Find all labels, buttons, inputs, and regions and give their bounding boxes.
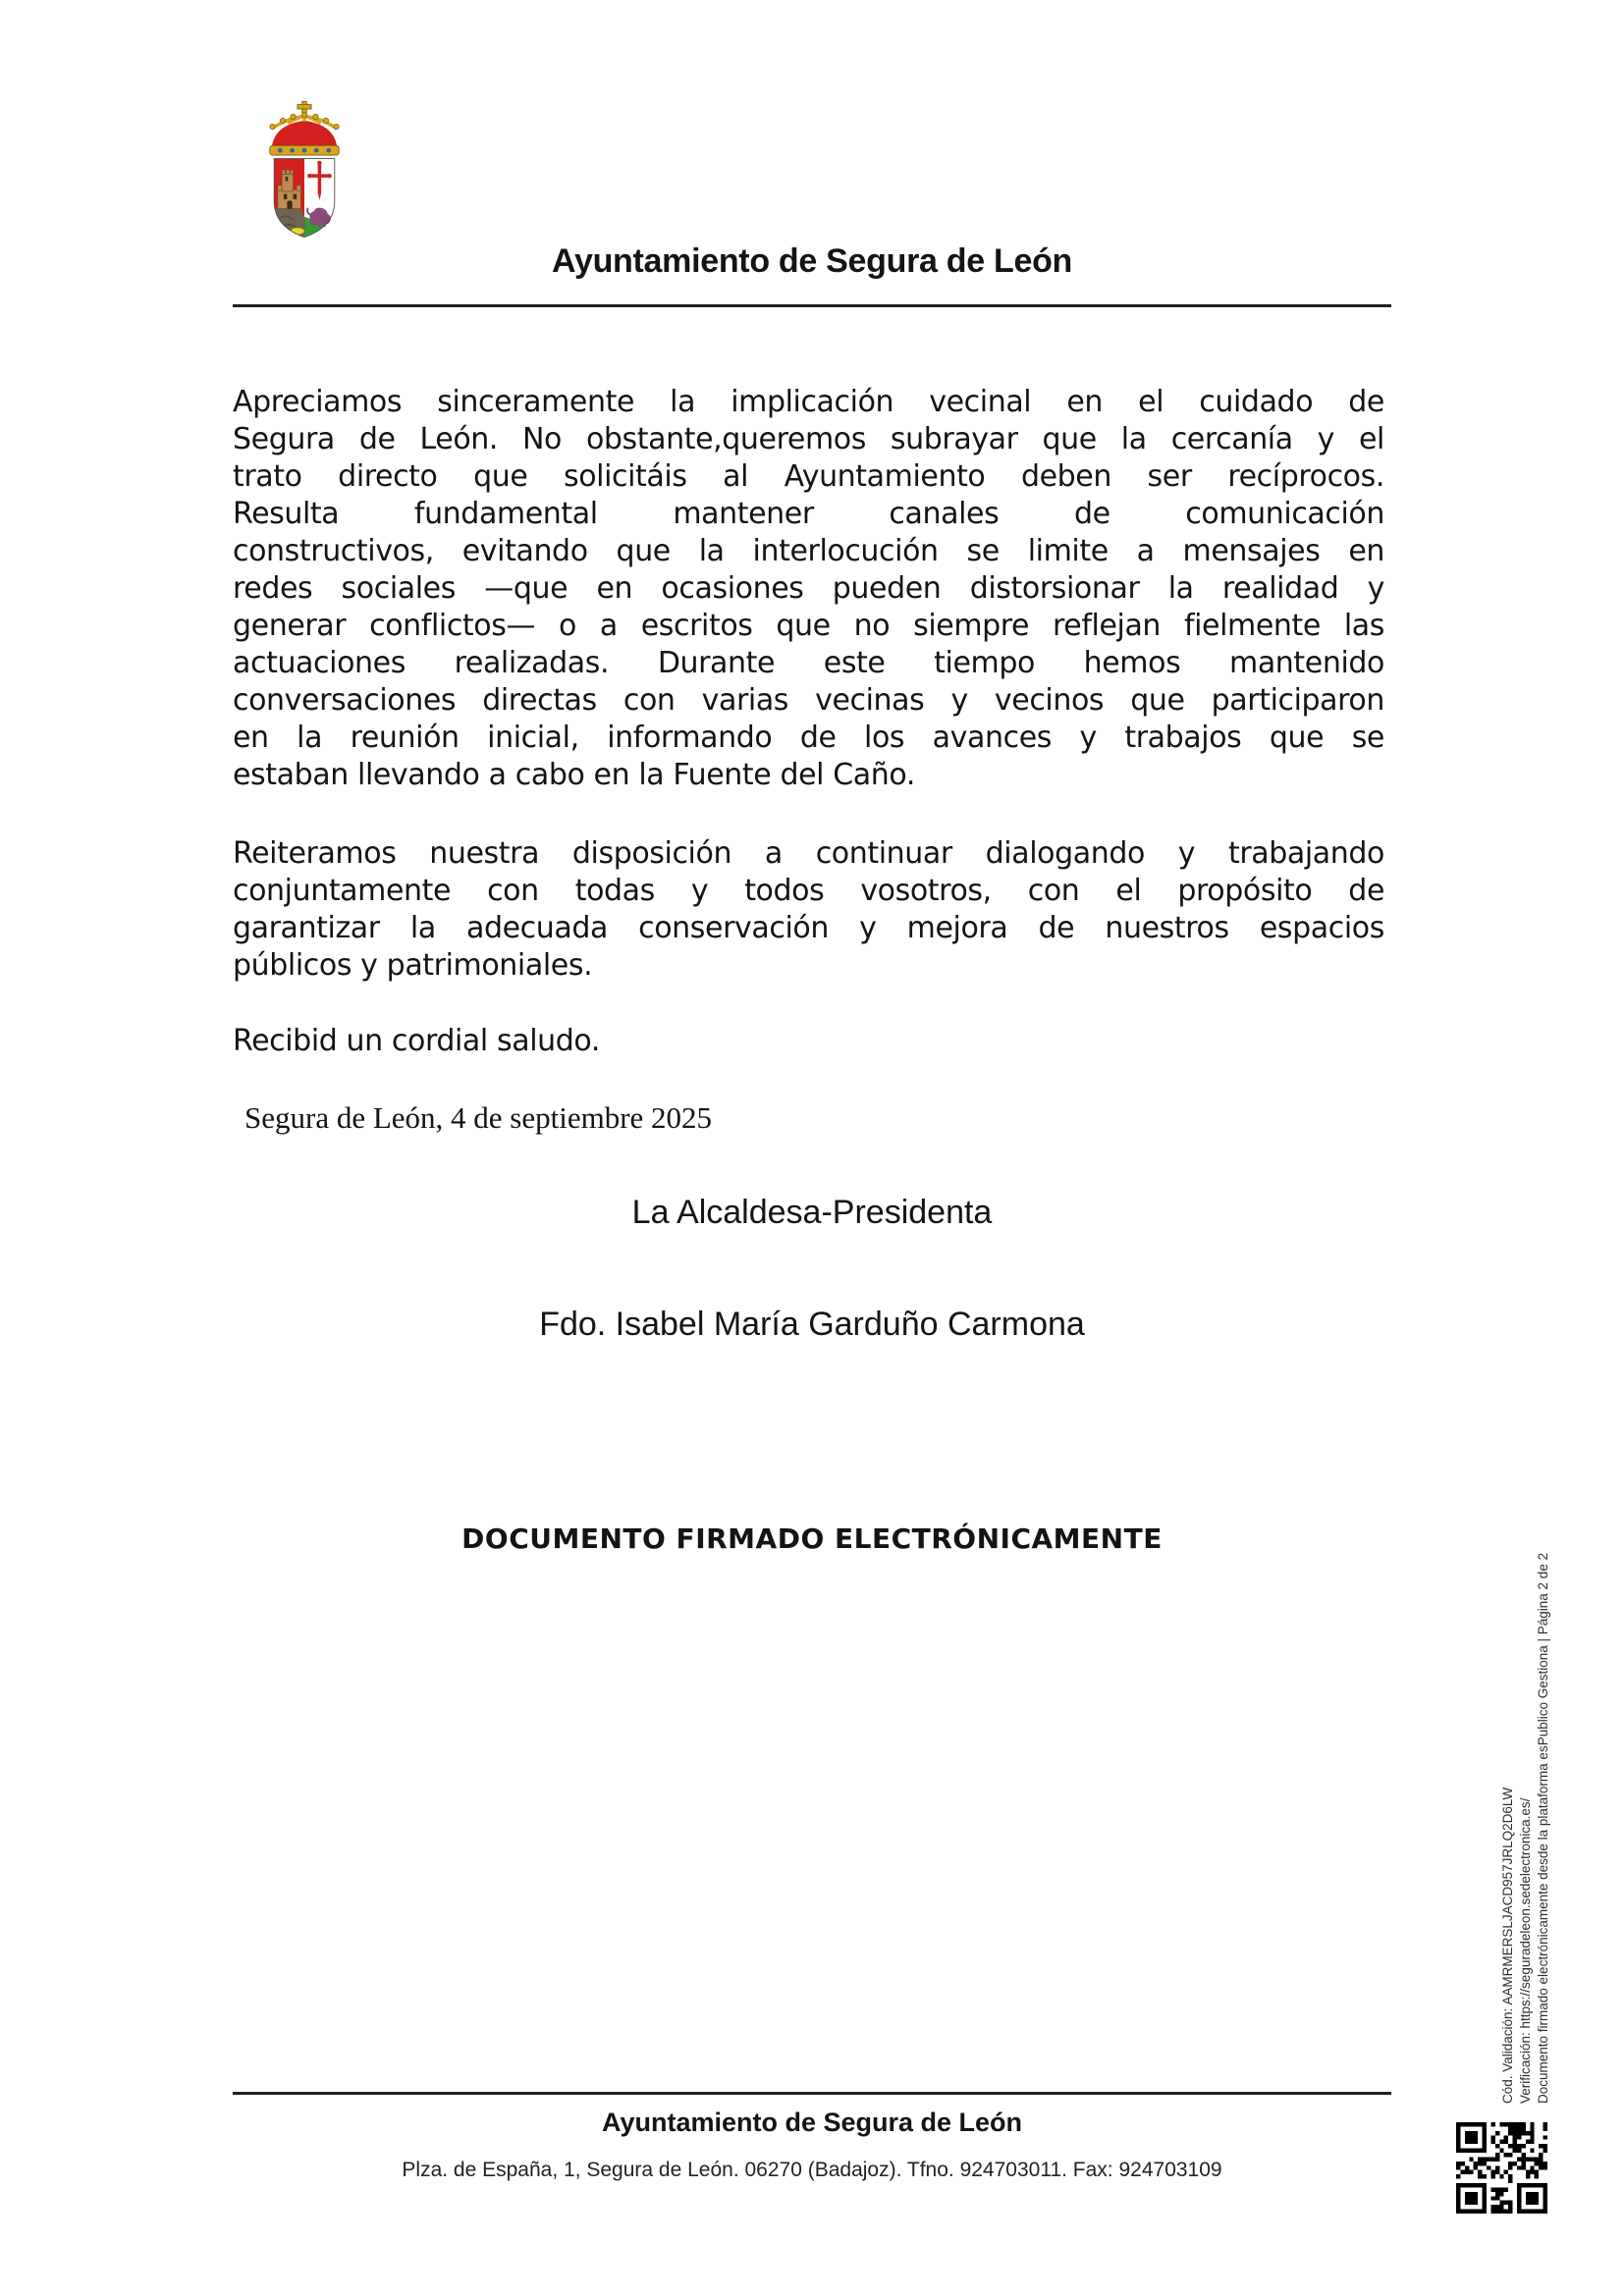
paragraph-line: generar conflictos— o a escritos que no siempre reflejan fielmente las xyxy=(233,609,1384,643)
paragraph-line: conjuntamente con todas y todos vosotros, con el propósito de xyxy=(233,874,1384,908)
footer-title: Ayuntamiento de Segura de León xyxy=(601,2108,1023,2137)
dateline: Segura de León, 4 de septiembre 2025 xyxy=(244,1100,713,1135)
paragraph-line: Apreciamos sinceramente la implicación vecinal en el cuidado de xyxy=(233,385,1384,419)
paragraph-line: públicos y patrimoniales. xyxy=(233,948,593,983)
paragraph-1 xyxy=(233,384,1384,794)
crown-icon xyxy=(270,101,339,155)
signature-name: Fdo. Isabel María Garduño Carmona xyxy=(539,1306,1085,1343)
shield-icon xyxy=(274,159,335,238)
paragraph-line: en la reunión inicial, informando de los avances y trabajos que se xyxy=(233,721,1384,755)
coat-of-arms xyxy=(261,100,348,240)
paragraph-line: Segura de León. No obstante,queremos subrayar que la cercanía y el xyxy=(233,422,1384,456)
paragraph-2 xyxy=(233,835,1384,985)
paragraph-line: Resulta fundamental mantener canales de comunicación xyxy=(233,497,1384,531)
paragraph-line: actuaciones realizadas. Durante este tiempo hemos mantenido xyxy=(233,646,1384,680)
page-title: Ayuntamiento de Segura de León xyxy=(551,242,1073,280)
paragraph-line: Reiteramos nuestra disposición a continuar dialogando y trabajando xyxy=(233,836,1384,871)
validation-line: Documento firmado electrónicamente desde la plataforma esPublico Gestiona | Página 2 de 2 xyxy=(1536,1552,1550,2104)
paragraph-line: estaban llevando a cabo en la Fuente del Caño. xyxy=(233,758,915,792)
validation-line: Cód. Validación: AAMRMERSLJACD957JRLQ2D6LW xyxy=(1500,1787,1515,2104)
footer-address: Plza. de España, 1, Segura de León. 06270 (Badajoz). Tfno. 924703011. Fax: 924703109 xyxy=(402,2159,1222,2181)
validation-sidebar xyxy=(1499,1360,1552,2104)
validation-line: Verificación: https://seguradeleon.sedelectronica.es/ xyxy=(1518,1797,1533,2104)
closing-line: Recibid un cordial saludo. xyxy=(233,1024,600,1058)
signature-title: La Alcaldesa-Presidenta xyxy=(631,1194,993,1231)
paragraph-line: constructivos, evitando que la interlocución se limite a mensajes en xyxy=(233,534,1384,568)
paragraph-line: redes sociales —que en ocasiones pueden distorsionar la realidad y xyxy=(233,571,1384,606)
paragraph-line: garantizar la adecuada conservación y mejora de nuestros espacios xyxy=(233,911,1384,945)
footer-rule xyxy=(233,2092,1391,2095)
paragraph-line: conversaciones directas con varias vecinas y vecinos que participaron xyxy=(233,683,1384,718)
letter-body xyxy=(233,384,1384,1060)
qr-code xyxy=(1456,2122,1547,2214)
header-rule xyxy=(233,304,1391,307)
paragraph-line: trato directo que solicitáis al Ayuntamiento deben ser recíprocos. xyxy=(233,459,1384,494)
esign-notice: DOCUMENTO FIRMADO ELECTRÓNICAMENTE xyxy=(461,1522,1163,1555)
